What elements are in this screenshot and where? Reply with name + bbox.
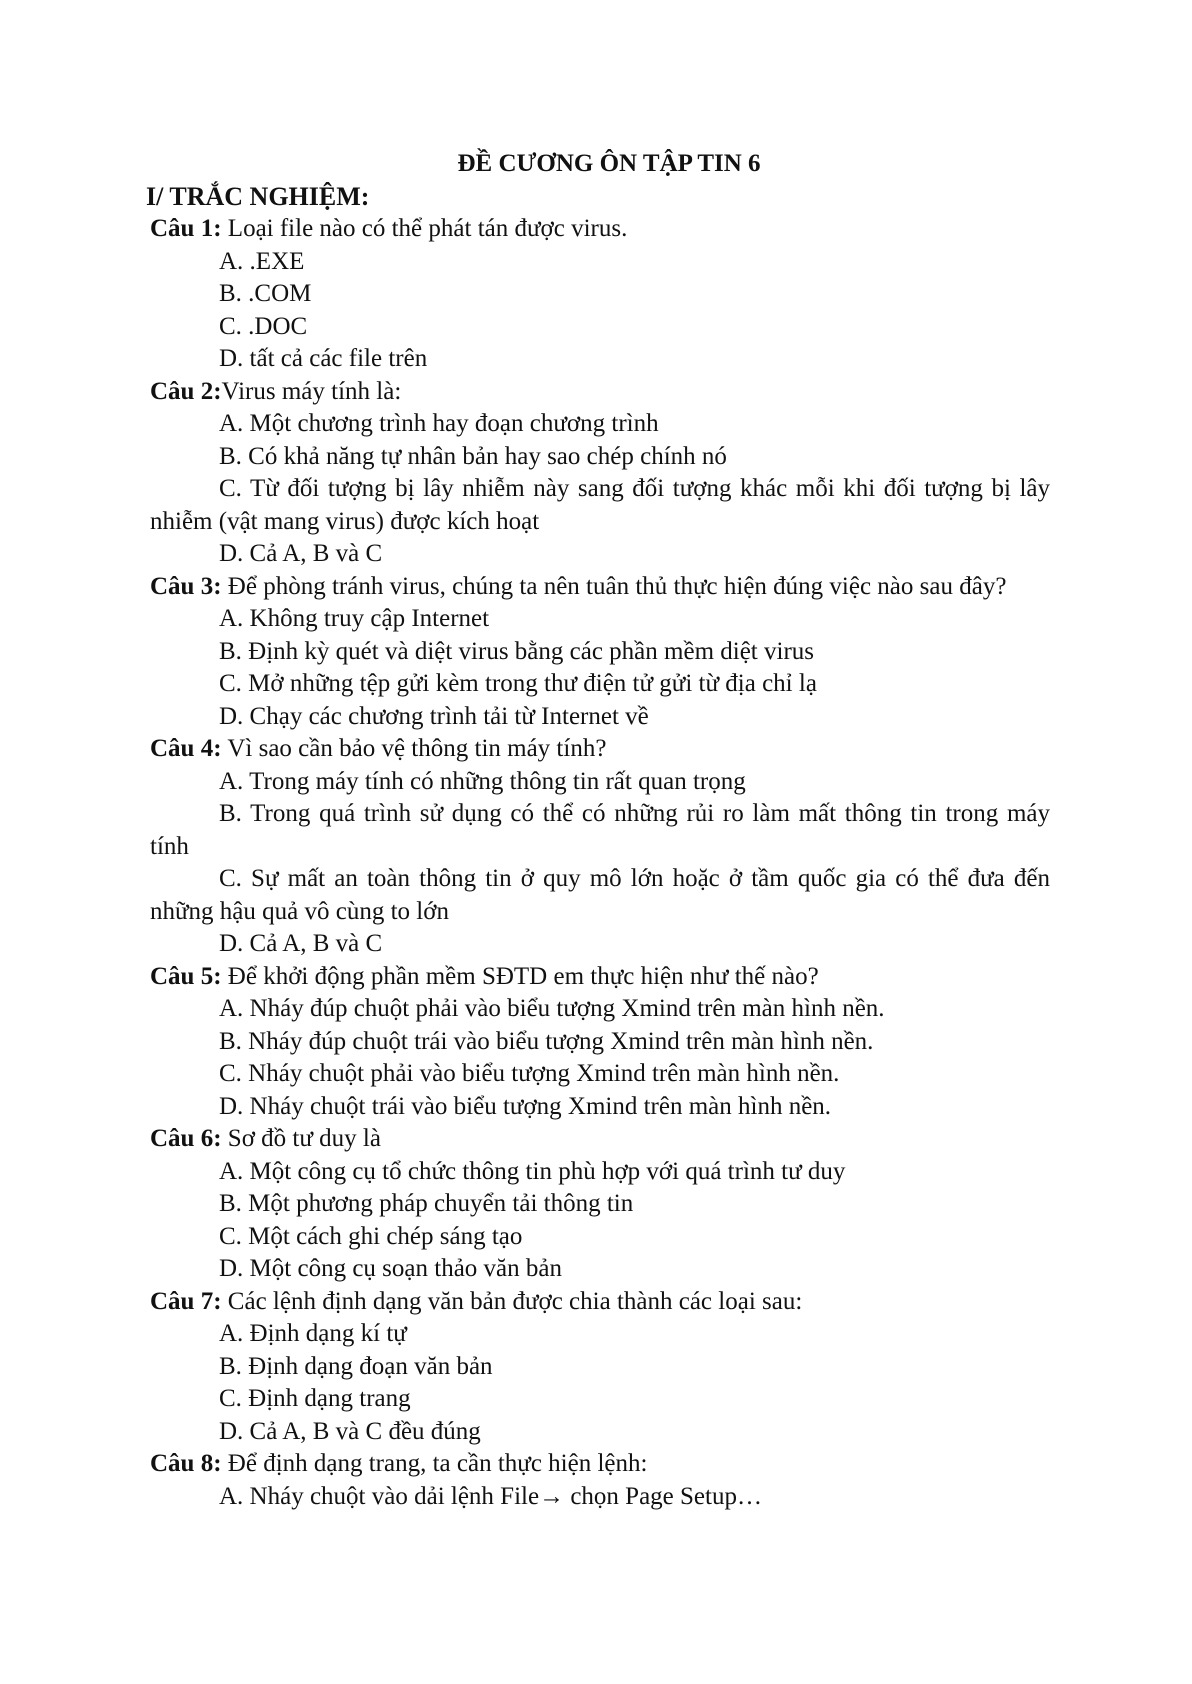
option-a: A. Trong máy tính có những thông tin rất quan trọng bbox=[219, 767, 746, 795]
option-a: A. Nháy chuột vào dải lệnh File→ chọn Page Setup… bbox=[219, 1482, 762, 1510]
option-a: A. Nháy đúp chuột phải vào biểu tượng Xmind trên màn hình nền. bbox=[219, 995, 885, 1022]
option-c: C. Mở những tệp gửi kèm trong thư điện tử gửi từ địa chỉ lạ bbox=[219, 670, 817, 697]
option-b: B. Một phương pháp chuyển tải thông tin bbox=[219, 1190, 634, 1217]
option-d: D. Cả A, B và C bbox=[219, 540, 383, 567]
option-b: B. Định kỳ quét và diệt virus bằng các phần mềm diệt virus bbox=[219, 637, 815, 665]
question-label: Câu 8: bbox=[150, 1450, 222, 1477]
question-3 bbox=[150, 571, 1050, 604]
option-d: D. Một công cụ soạn thảo văn bản bbox=[219, 1255, 562, 1282]
question-text: Virus máy tính là: bbox=[221, 377, 402, 405]
question-text: Vì sao cần bảo vệ thông tin máy tính? bbox=[221, 735, 607, 762]
option-a: A. Một công cụ tổ chức thông tin phù hợp với quá trình tư duy bbox=[219, 1157, 846, 1185]
question-label: Câu 5: bbox=[150, 962, 222, 990]
option-d: D. Nháy chuột trái vào biểu tượng Xmind trên màn hình nền. bbox=[219, 1092, 832, 1120]
option-d: D. Chạy các chương trình tải từ Internet về bbox=[219, 702, 649, 730]
question-4 bbox=[150, 733, 1050, 766]
option-d: D. tất cả các file trên bbox=[219, 345, 428, 372]
document-title: ĐỀ CƯƠNG ÔN TẬP TIN 6 bbox=[457, 150, 761, 177]
question-text: Để định dạng trang, ta cần thực hiện lệnh: bbox=[221, 1450, 648, 1477]
option-a: A. .EXE bbox=[219, 247, 305, 275]
option-a: A. Định dạng kí tự bbox=[219, 1320, 407, 1347]
option-b: B. Trong quá trình sử dụng có thể có những rủi ro làm mất thông tin trong máy tính bbox=[150, 800, 1050, 860]
option-c: C. Định dạng trang bbox=[219, 1385, 411, 1412]
option-c: C. .DOC bbox=[219, 312, 308, 340]
question-1 bbox=[150, 213, 1050, 246]
option-c: C. Nháy chuột phải vào biểu tượng Xmind trên màn hình nền. bbox=[219, 1060, 840, 1087]
question-label: Câu 3: bbox=[150, 572, 222, 600]
question-label: Câu 2: bbox=[150, 377, 222, 405]
question-text: Sơ đồ tư duy là bbox=[221, 1125, 381, 1152]
question-8 bbox=[150, 1448, 1050, 1481]
question-text: Để phòng tránh virus, chúng ta nên tuân thủ thực hiện đúng việc nào sau đây? bbox=[221, 572, 1007, 600]
section-heading: I/ TRẮC NGHIỆM: bbox=[146, 181, 370, 211]
question-label: Câu 4: bbox=[150, 735, 222, 762]
question-label: Câu 1: bbox=[150, 215, 222, 242]
option-a: A. Không truy cập Internet bbox=[219, 605, 490, 632]
question-label: Câu 7: bbox=[150, 1287, 222, 1315]
option-b: B. Định dạng đoạn văn bản bbox=[219, 1352, 493, 1380]
question-label: Câu 6: bbox=[150, 1125, 222, 1152]
option-c: C. Sự mất an toàn thông tin ở quy mô lớn hoặc ở tầm quốc gia có thể đưa đến những hậu quả vô cùng to lớn bbox=[150, 865, 1050, 925]
option-b: B. Nháy đúp chuột trái vào biểu tượng Xmind trên màn hình nền. bbox=[219, 1027, 874, 1055]
option-d: D. Cả A, B và C bbox=[219, 930, 383, 957]
option-b: B. .COM bbox=[219, 280, 312, 307]
question-6 bbox=[150, 1123, 1050, 1156]
option-c: C. Từ đối tượng bị lây nhiễm này sang đối tượng khác mỗi khi đối tượng bị lây nhiễm (vật mang virus) được kích hoạt bbox=[150, 475, 1050, 535]
option-b: B. Có khả năng tự nhân bản hay sao chép chính nó bbox=[219, 442, 727, 470]
option-a: A. Một chương trình hay đoạn chương trình bbox=[219, 410, 659, 437]
option-d: D. Cả A, B và C đều đúng bbox=[219, 1417, 481, 1445]
question-2 bbox=[150, 376, 1050, 409]
document-content bbox=[146, 148, 1050, 1513]
option-c: C. Một cách ghi chép sáng tạo bbox=[219, 1222, 523, 1250]
question-text: Để khởi động phần mềm SĐTD em thực hiện như thế nào? bbox=[221, 962, 819, 990]
question-5 bbox=[150, 961, 1050, 994]
question-text: Loại file nào có thể phát tán được virus. bbox=[221, 215, 628, 242]
question-text: Các lệnh định dạng văn bản được chia thành các loại sau: bbox=[221, 1287, 803, 1315]
question-7 bbox=[150, 1286, 1050, 1319]
